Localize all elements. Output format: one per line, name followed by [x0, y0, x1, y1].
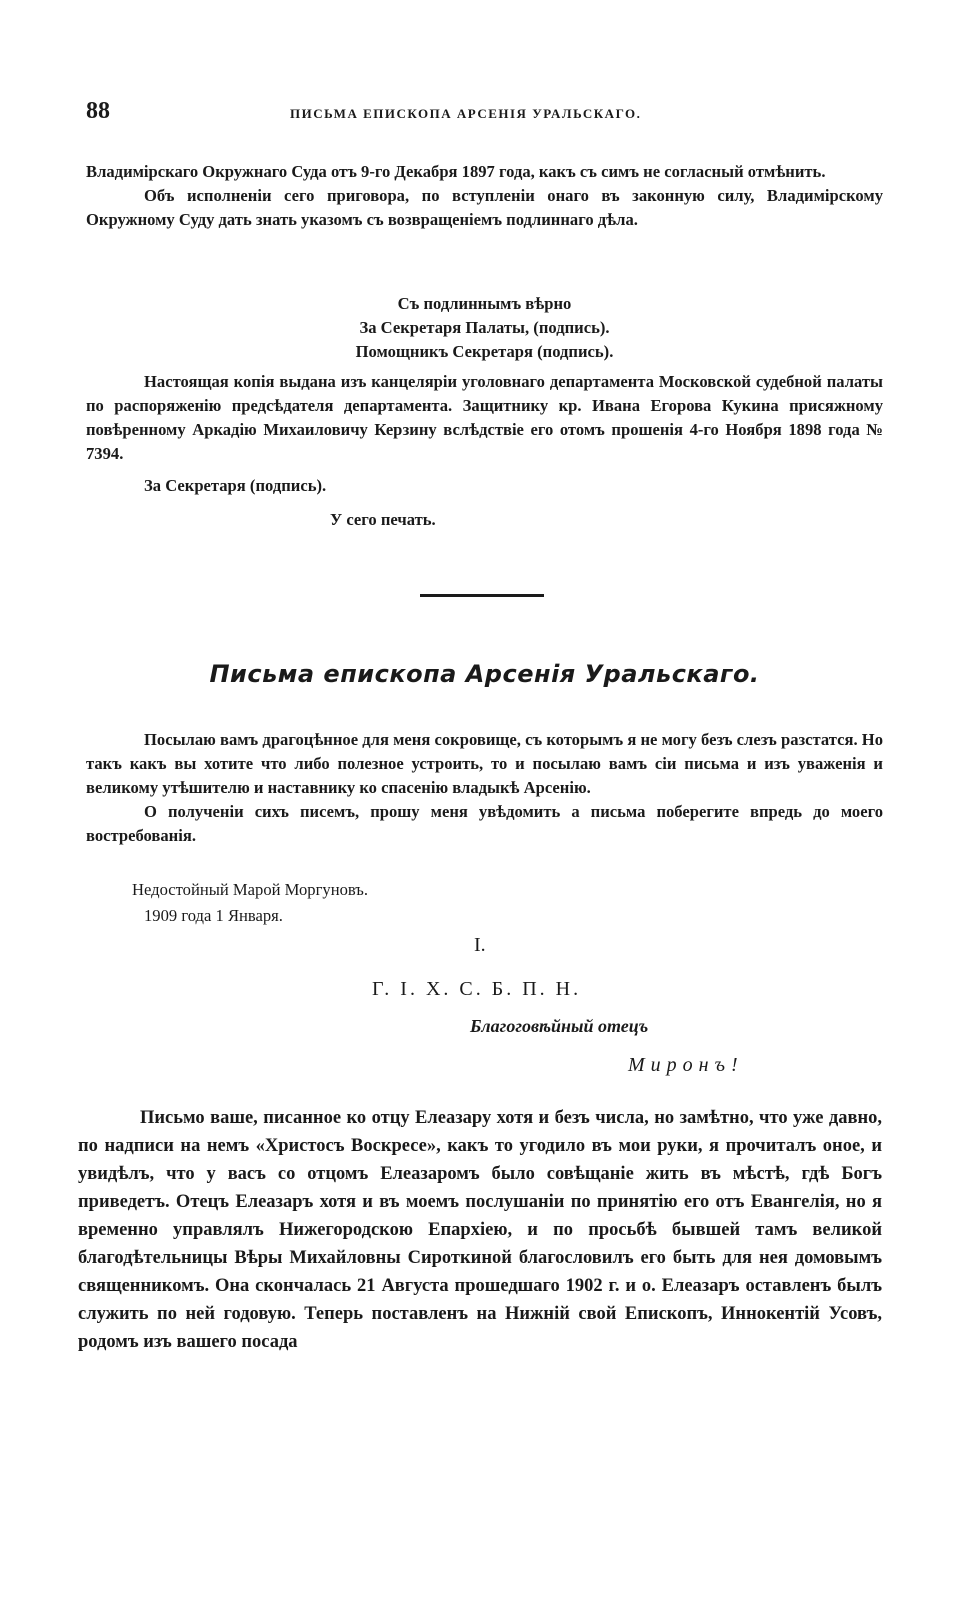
intro-paragraph-1: Посылаю вамъ драгоцѣнное для меня сокровище, съ которымъ я не могу безъ слезъ разстатся. Но такъ какъ вы хотите что либо полезное устроить, то и посылаю вамъ сіи письма и изъ уваженія и великому утѣшителю и наставнику ко спасенію владыкѣ Арсенію. — [86, 730, 883, 797]
secretary-signature-line: За Секретаря (подпись). — [144, 476, 327, 495]
letter-abbreviation: Г. І. Х. С. Б. П. Н. — [372, 978, 582, 1000]
attest-line-1: Съ подлиннымъ вѣрно — [397, 294, 572, 313]
court-paragraph-1: Владимірскаго Окружнаго Суда отъ 9-го Декабря 1897 года, какъ съ симъ не согласный отмѣнить. — [86, 162, 826, 181]
attest-line-3: Помощникъ Секретаря (подпись). — [355, 342, 614, 361]
court-document-opening — [86, 160, 883, 232]
seal-line: У сего печать. — [330, 510, 436, 529]
intro-date: 1909 года 1 Января. — [144, 906, 283, 925]
intro-signature: Недостойный Марой Моргуновъ. — [132, 880, 369, 899]
intro-paragraph-2: О полученіи сихъ писемъ, прошу меня увѣдомить а письма поберегите впредь до моего востребованія. — [86, 802, 883, 845]
section-title: Письма епископа Арсенія Уральскаго. — [209, 660, 760, 688]
attest-line-2: За Секретаря Палаты, (подпись). — [359, 318, 610, 337]
court-paragraph-3: Настоящая копія выдана изъ канцеляріи уголовнаго департамента Московской судебной палаты по распоряженію предсѣдателя департамента. Защитнику кр. Ивана Егорова Кукина присяжному повѣренному Аркадію Михаиловичу Керзину вслѣдствіе его отомъ прошенія 4-го Ноября 1898 года № 7394. — [86, 372, 883, 463]
copy-issued-paragraph-block — [86, 370, 883, 466]
salutation-line-1: Благоговѣйный отецъ — [470, 1016, 649, 1036]
salutation-line-2: Миронъ! — [628, 1054, 744, 1076]
attestation-block — [86, 292, 883, 364]
page-number: 88 — [86, 98, 110, 124]
letter-paragraph: Письмо ваше, писанное ко отцу Елеазару хотя и безъ числа, но замѣтно, что уже давно, по надписи на немъ «Христосъ Воскресе», какъ то угодило въ мои руки, я прочиталъ оное, и увидѣлъ, что у васъ со отцомъ Елеазаромъ было совѣщаніе жить въ мѣстѣ, гдѣ Богъ приведетъ. Отецъ Елеазаръ хотя и въ моемъ послушаніи по принятію его отъ Евангелія, но я временно управлялъ Нижегородскою Епархіею, и по просьбѣ бывшей тамъ великой благодѣтельницы Вѣры Михайловны Сироткиной благословилъ его быть для нея домовымъ священникомъ. Она скончалась 21 Августа прошедшаго 1902 г. и о. Елеазаръ оставленъ былъ служить по ней годовую. Теперь поставленъ на Нижній свой Епископъ, Иннокентій Усовъ, родомъ изъ вашего посада — [78, 1108, 882, 1352]
court-paragraph-2: Объ исполненіи сего приговора, по вступленіи онаго въ законную силу, Владимірскому Окружному Суду дать знать указомъ съ возвращеніемъ подлиннаго дѣла. — [86, 186, 883, 229]
letter-body — [78, 1104, 882, 1356]
running-title: ПИСЬМА ЕПИСКОПА АРСЕНІЯ УРАЛЬСКАГО. — [290, 106, 642, 121]
letter-number: I. — [474, 934, 486, 956]
section-divider — [420, 594, 544, 597]
section-intro — [86, 728, 883, 848]
